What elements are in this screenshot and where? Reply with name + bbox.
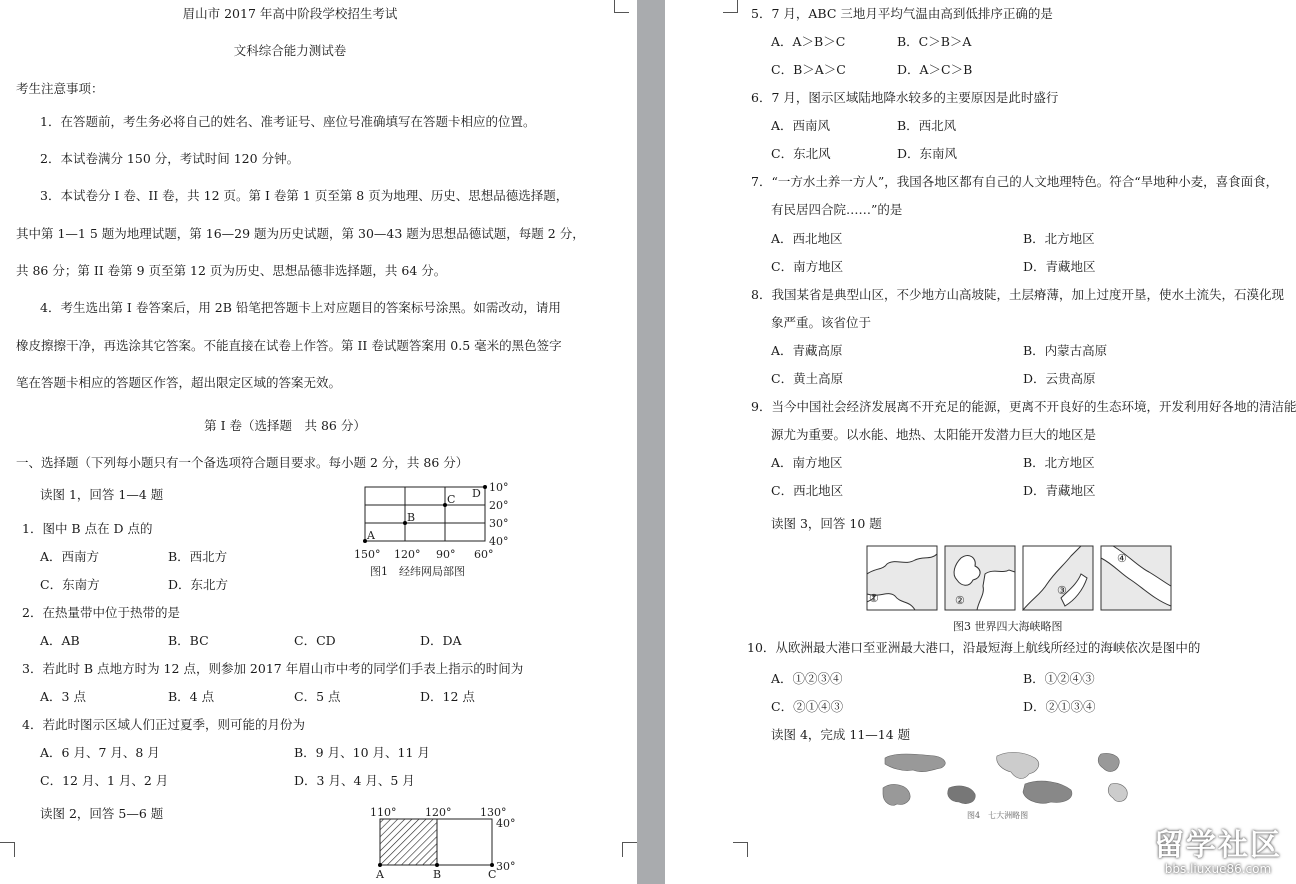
option: B．4 点 bbox=[168, 689, 215, 704]
point-label: C bbox=[447, 493, 456, 506]
notice-line: 3．本试卷分 I 卷、II 卷，共 12 页。第 I 卷第 1 页至第 8 页为地理、历史、思想品德选择题， bbox=[40, 188, 569, 203]
left-page bbox=[0, 0, 637, 884]
lon-label: 90° bbox=[436, 548, 456, 561]
figure-1-graticule bbox=[350, 480, 520, 580]
strait-number: ① bbox=[869, 592, 879, 605]
notice-line: 共 86 分；第 II 卷第 9 页至第 12 页为历史、思想品德非选择题，共 64 分。 bbox=[16, 263, 447, 278]
read-figure-2: 读图 2，回答 5—6 题 bbox=[40, 806, 164, 821]
question-6: 6．7 月，图示区域陆地降水较多的主要原因是此时盛行 bbox=[751, 90, 1059, 105]
point-label: B bbox=[433, 868, 442, 881]
lat-label: 30° bbox=[496, 860, 516, 873]
option: D．云贵高原 bbox=[1023, 371, 1096, 386]
option: D．东南风 bbox=[897, 146, 958, 161]
figure-caption: 图1 经纬网局部图 bbox=[370, 565, 465, 578]
notice-line: 2．本试卷满分 150 分，考试时间 120 分钟。 bbox=[40, 151, 300, 166]
lon-label: 60° bbox=[474, 548, 494, 561]
option: C．南方地区 bbox=[771, 259, 844, 274]
question-4: 4．若此时图示区域人们正过夏季，则可能的月份为 bbox=[22, 717, 305, 732]
read-figure-4: 读图 4，完成 11—14 题 bbox=[771, 727, 911, 742]
option: D．A＞C＞B bbox=[897, 62, 973, 77]
option: D．东北方 bbox=[168, 577, 229, 592]
question-2: 2．在热量带中位于热带的是 bbox=[22, 605, 180, 620]
question-1: 1．图中 B 点在 D 点的 bbox=[22, 521, 153, 536]
option: B．西北方 bbox=[168, 549, 228, 564]
notice-line: 笔在答题卡相应的答题区作答，超出限定区域的答案无效。 bbox=[16, 375, 342, 390]
figure-caption: 图4 七大洲略图 bbox=[967, 811, 1029, 820]
option: D．3 月、4 月、5 月 bbox=[294, 773, 415, 788]
option: A．青藏高原 bbox=[771, 343, 843, 358]
point-label: A bbox=[367, 529, 375, 542]
option: A．①②③④ bbox=[771, 671, 843, 686]
option: B．①②④③ bbox=[1023, 671, 1095, 686]
option: C．东南方 bbox=[40, 577, 100, 592]
crop-mark bbox=[622, 842, 637, 857]
option: C．黄土高原 bbox=[771, 371, 844, 386]
question-3: 3．若此时 B 点地方时为 12 点，则参加 2017 年眉山市中考的同学们手表上指示的时间为 bbox=[22, 661, 524, 676]
option: D．12 点 bbox=[420, 689, 475, 704]
lon-label: 130° bbox=[480, 806, 507, 819]
question-9-cont: 源尤为重要。以水能、地热、太阳能开发潜力巨大的地区是 bbox=[771, 427, 1097, 442]
option: B．西北风 bbox=[897, 118, 957, 133]
point-label: A bbox=[376, 868, 384, 881]
option: C．12 月、1 月、2 月 bbox=[40, 773, 169, 788]
strait-number: ② bbox=[955, 594, 965, 607]
lat-label: 40° bbox=[489, 535, 509, 548]
figure-3-straits bbox=[865, 544, 1185, 636]
point-label: C bbox=[488, 868, 497, 881]
lat-label: 20° bbox=[489, 499, 509, 512]
option: B．C＞B＞A bbox=[897, 34, 972, 49]
option: C．东北风 bbox=[771, 146, 831, 161]
notice-line: 4．考生选出第 I 卷答案后，用 2B 铅笔把答题卡上对应题目的答案标号涂黑。如需改动，请用 bbox=[40, 300, 561, 315]
option: C．CD bbox=[294, 633, 336, 648]
crop-mark bbox=[723, 0, 738, 13]
question-7-cont: 有民居四合院……”的是 bbox=[771, 202, 903, 217]
site-watermark: 留学社区 bbs.liuxue86.com bbox=[1154, 828, 1282, 876]
crop-mark bbox=[614, 0, 629, 13]
read-figure-3: 读图 3，回答 10 题 bbox=[771, 516, 882, 531]
notice-line: 橡皮擦擦干净，再选涂其它答案。不能直接在试卷上作答。第 II 卷试题答案用 0.5 毫米的黑色签字 bbox=[16, 338, 562, 353]
option: B．北方地区 bbox=[1023, 231, 1095, 246]
option: B．9 月、10 月、11 月 bbox=[294, 745, 430, 760]
right-page bbox=[665, 0, 1296, 884]
question-7: 7．“一方水土养一方人”，我国各地区都有自己的人文地理特色。符合“旱地种小麦，喜食面食， bbox=[751, 174, 1279, 189]
crop-mark bbox=[0, 842, 15, 857]
option: A．西南方 bbox=[40, 549, 100, 564]
lon-label: 150° bbox=[354, 548, 381, 561]
option: B．BC bbox=[168, 633, 209, 648]
option: A．A＞B＞C bbox=[771, 34, 846, 49]
option: D．青藏地区 bbox=[1023, 483, 1096, 498]
option: C．②①④③ bbox=[771, 699, 844, 714]
figure-4-continents bbox=[875, 748, 1175, 822]
strait-number: ③ bbox=[1057, 584, 1067, 597]
point-label: D bbox=[472, 487, 481, 500]
crop-mark bbox=[733, 842, 748, 857]
notice-line: 其中第 1—1 5 题为地理试题，第 16—29 题为历史试题，第 30—43 题为思想品德试题，每题 2 分， bbox=[16, 226, 585, 241]
lon-label: 120° bbox=[394, 548, 421, 561]
option: A．3 点 bbox=[40, 689, 86, 704]
lat-label: 40° bbox=[496, 817, 516, 830]
exam-title: 眉山市 2017 年高中阶段学校招生考试 bbox=[182, 6, 398, 21]
option: B．北方地区 bbox=[1023, 455, 1095, 470]
option: A．南方地区 bbox=[771, 455, 843, 470]
exam-subtitle: 文科综合能力测试卷 bbox=[233, 43, 347, 58]
part-title: 一、选择题（下列每小题只有一个备选项符合题目要求。每小题 2 分，共 86 分） bbox=[16, 455, 469, 470]
figure-2-map bbox=[370, 804, 530, 884]
question-8-cont: 象严重。该省位于 bbox=[771, 315, 872, 330]
section-title: 第 I 卷（选择题 共 86 分） bbox=[204, 418, 366, 433]
question-9: 9．当今中国社会经济发展离不开充足的能源，更离不开良好的生态环境，开发利用好各地的清洁能 bbox=[751, 399, 1296, 414]
option: D．②①③④ bbox=[1023, 699, 1096, 714]
option: A．AB bbox=[40, 633, 80, 648]
option: A．西南风 bbox=[771, 118, 831, 133]
option: B．内蒙古高原 bbox=[1023, 343, 1108, 358]
question-10: 10．从欧洲最大港口至亚洲最大港口，沿最短海上航线所经过的海峡依次是图中的 bbox=[747, 640, 1201, 655]
figure-caption: 图3 世界四大海峡略图 bbox=[953, 620, 1063, 633]
lon-label: 120° bbox=[425, 806, 452, 819]
option: D．青藏地区 bbox=[1023, 259, 1096, 274]
option: D．DA bbox=[420, 633, 462, 648]
lat-label: 30° bbox=[489, 517, 509, 530]
option: C．B＞A＞C bbox=[771, 62, 846, 77]
question-8: 8．我国某省是典型山区，不少地方山高坡陡，土层瘠薄，加上过度开垦，使水土流失，石漠化现 bbox=[751, 287, 1284, 302]
option: C．5 点 bbox=[294, 689, 341, 704]
read-figure-1: 读图 1，回答 1—4 题 bbox=[40, 487, 164, 502]
point-label: B bbox=[407, 511, 416, 524]
option: A．西北地区 bbox=[771, 231, 843, 246]
lon-label: 110° bbox=[370, 806, 397, 819]
notice-line: 1．在答题前，考生务必将自己的姓名、准考证号、座位号准确填写在答题卡相应的位置。 bbox=[40, 114, 536, 129]
lat-label: 10° bbox=[489, 481, 509, 494]
strait-number: ④ bbox=[1117, 552, 1127, 565]
notice-heading: 考生注意事项： bbox=[16, 81, 104, 96]
question-5: 5．7 月，ABC 三地月平均气温由高到低排序正确的是 bbox=[751, 6, 1053, 21]
option: C．西北地区 bbox=[771, 483, 844, 498]
option: A．6 月、7 月、8 月 bbox=[40, 745, 160, 760]
